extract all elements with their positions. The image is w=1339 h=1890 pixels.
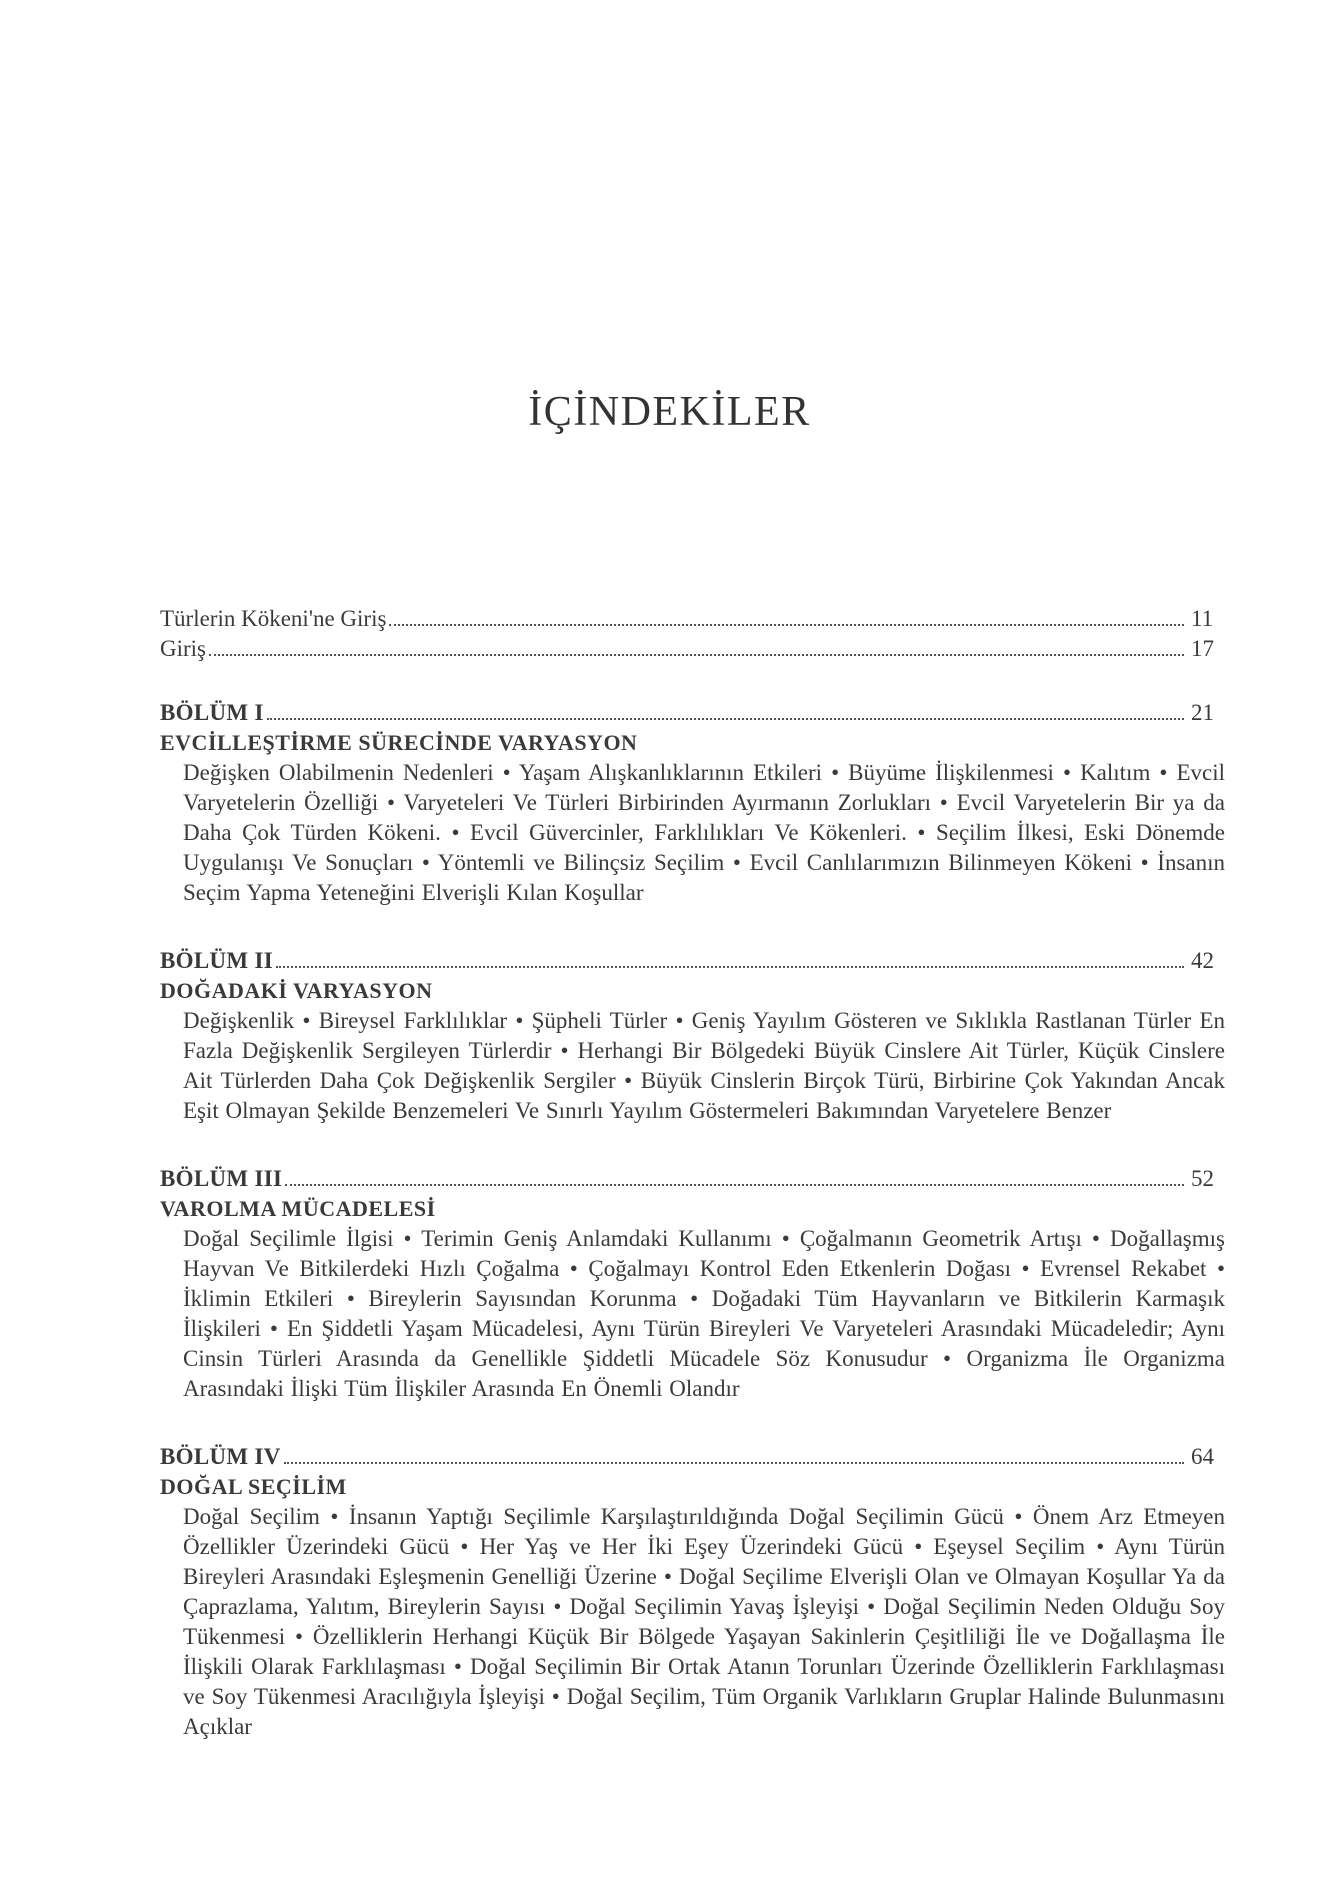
chapter-label: BÖLÜM I: [160, 700, 264, 725]
chapter-subtitle: DOĞADAKİ VARYASYON: [160, 978, 433, 1003]
dot-leader: [267, 718, 1184, 720]
chapter-summary: Değişkenlik • Bireysel Farklılıklar • Şüpheli Türler • Geniş Yayılım Gösteren ve Sıklıkla Rastlanan Türler En Fazla Değişkenlik Sergileyen Türlerdir • Herhangi Bir Bölgedeki Büyük Cinslere Ait Türler, Küçük Cinslere Ait Türlerden Daha Çok Değişkenlik Sergiler • Büyük Cinslerin Birçok Türü, Birbirine Çok Yakından Ancak Eşit Olmayan Şekilde Benzemeleri Ve Sınırlı Yayılım Göstermeleri Bakımından Varyetelere Benzer: [183, 1008, 1225, 1123]
dot-leader: [285, 1184, 1184, 1186]
chapter-subtitle: DOĞAL SEÇİLİM: [160, 1474, 347, 1499]
toc-chapter-2[interactable]: [160, 946, 1225, 976]
chapter-label: BÖLÜM II: [160, 948, 273, 973]
chapter-page: 64: [1191, 1444, 1214, 1469]
toc-entry-page: 17: [1191, 636, 1214, 661]
chapter-page: 42: [1191, 948, 1214, 973]
page-title: İÇİNDEKİLER: [528, 389, 811, 435]
chapter-subtitle: VAROLMA MÜCADELESİ: [160, 1196, 436, 1221]
toc-entry-label: Giriş: [160, 636, 206, 661]
chapter-summary: Değişken Olabilmenin Nedenleri • Yaşam Alışkanlıklarının Etkileri • Büyüme İlişkilenmesi • Kalıtım • Evcil Varyetelerin Özelliği • Varyeteleri Ve Türleri Birbirinden Ayırmanın Zorlukları • Evcil Varyetelerin Bir ya da Daha Çok Türden Kökeni. • Evcil Güvercinler, Farklılıkları Ve Kökenleri. • Seçilim İlkesi, Eski Dönemde Uygulanışı Ve Sonuçları • Yöntemli ve Bilinçsiz Seçilim • Evcil Canlılarımızın Bilinmeyen Kökeni • İnsanın Seçim Yapma Yeteneğini Elverişli Kılan Koşullar: [183, 760, 1225, 905]
chapter-page: 52: [1191, 1166, 1214, 1191]
toc-entry-page: 11: [1191, 606, 1214, 631]
chapter-subtitle: EVCİLLEŞTİRME SÜRECİNDE VARYASYON: [160, 730, 638, 755]
table-of-contents: [160, 604, 1225, 1742]
toc-chapter-3[interactable]: [160, 1164, 1225, 1194]
toc-entry-introduction-to-origin[interactable]: [160, 604, 1225, 634]
toc-chapter-4[interactable]: [160, 1442, 1225, 1472]
chapter-summary: Doğal Seçilimle İlgisi • Terimin Geniş Anlamdaki Kullanımı • Çoğalmanın Geometrik Artışı • Doğallaşmış Hayvan Ve Bitkilerdeki Hızlı Çoğalma • Çoğalmayı Kontrol Eden Etkenlerin Doğası • Evrensel Rekabet • İklimin Etkileri • Bireylerin Sayısından Korunma • Doğadaki Tüm Hayvanların ve Bitkilerin Karmaşık İlişkileri • En Şiddetli Yaşam Mücadelesi, Aynı Türün Bireyleri Ve Varyeteleri Arasındaki Mücadeledir; Aynı Cinsin Türleri Arasında da Genellikle Şiddetli Mücadele Söz Konusudur • Organizma İle Organizma Arasındaki İlişki Tüm İlişkiler Arasında En Önemli Olandır: [183, 1226, 1225, 1401]
chapter-label: BÖLÜM III: [160, 1166, 283, 1191]
chapter-page: 21: [1191, 700, 1214, 725]
dot-leader: [209, 654, 1184, 656]
chapter-label: BÖLÜM IV: [160, 1444, 281, 1469]
dot-leader: [284, 1462, 1184, 1464]
dot-leader: [389, 624, 1184, 626]
toc-entry-introduction[interactable]: [160, 634, 1225, 664]
chapter-summary: Doğal Seçilim • İnsanın Yaptığı Seçilimle Karşılaştırıldığında Doğal Seçilimin Gücü • Önem Arz Etmeyen Özellikler Üzerindeki Gücü • Her Yaş ve Her İki Eşey Üzerindeki Gücü • Eşeysel Seçilim • Aynı Türün Bireyleri Arasındaki Eşleşmenin Genelliği Üzerine • Doğal Seçilime Elverişli Olan ve Olmayan Koşullar Ya da Çaprazlama, Yalıtım, Bireylerin Sayısı • Doğal Seçilimin Yavaş İşleyişi • Doğal Seçilimin Neden Olduğu Soy Tükenmesi • Özelliklerin Herhangi Küçük Bir Bölgede Yaşayan Sakinlerin Çeşitliliği İle ve Doğallaşma İle İlişkili Olarak Farklılaşması • Doğal Seçilimin Bir Ortak Atanın Torunları Üzerinde Özelliklerin Farklılaşması ve Soy Tükenmesi Aracılığıyla İşleyişi • Doğal Seçilim, Tüm Organik Varlıkların Gruplar Halinde Bulunmasını Açıklar: [183, 1504, 1225, 1739]
toc-entry-label: Türlerin Kökeni'ne Giriş: [160, 606, 387, 631]
toc-chapter-1[interactable]: [160, 698, 1225, 728]
dot-leader: [276, 966, 1184, 968]
